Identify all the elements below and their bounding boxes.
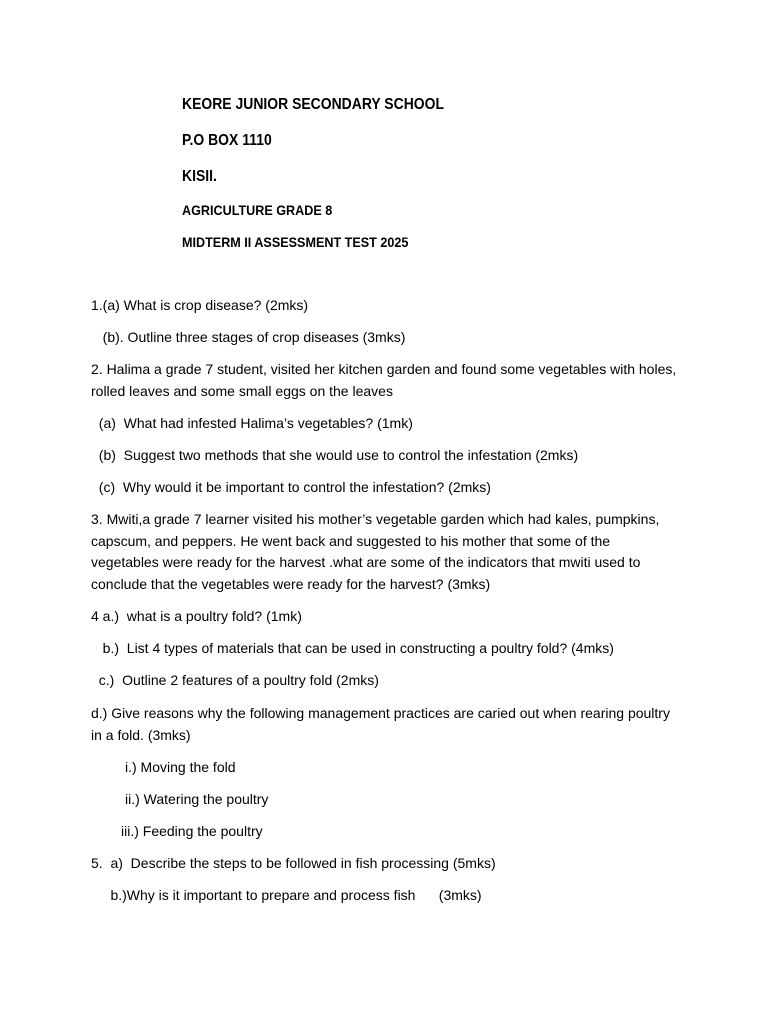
question-2a: (a) What had infested Halima’s vegetables? (1mk): [91, 415, 413, 431]
question-1b: (b). Outline three stages of crop diseases (3mks): [91, 329, 406, 345]
question-4d-i: i.) Moving the fold: [125, 759, 236, 775]
question-4c: c.) Outline 2 features of a poultry fold (2mks): [91, 672, 379, 688]
question-4d-iii: iii.) Feeding the poultry: [121, 823, 263, 839]
school-name: KEORE JUNIOR SECONDARY SCHOOL: [182, 96, 444, 113]
question-2c: (c) Why would it be important to control the infestation? (2mks): [91, 479, 491, 495]
question-2: 2. Halima a grade 7 student, visited her kitchen garden and found some vegetables with holes, rolled leaves and some small eggs on the leaves: [91, 361, 677, 399]
exam-header: [182, 94, 702, 252]
question-5b: b.)Why is it important to prepare and process fish (3mks): [91, 887, 482, 903]
question-5a: 5. a) Describe the steps to be followed in fish processing (5mks): [91, 855, 496, 871]
question-4d: d.) Give reasons why the following management practices are caried out when rearing poultry in a fold. (3mks): [91, 705, 670, 743]
question-4a: 4 a.) what is a poultry fold? (1mk): [91, 608, 302, 624]
question-4d-ii: ii.) Watering the poultry: [125, 791, 269, 807]
question-3: 3. Mwiti,a grade 7 learner visited his mother’s vegetable garden which had kales, pumpkins, capscum, and peppers. He went back and suggested to his mother that some of the vegetables were ready for the harvest .what are some of the indicators that mwiti used to conclude that the vegetables were ready for the harvest? (3mks): [91, 511, 660, 592]
question-1a: 1.(a) What is crop disease? (2mks): [91, 297, 309, 313]
test-title: MIDTERM II ASSESSMENT TEST 2025: [182, 234, 409, 250]
school-address: P.O BOX 1110: [182, 132, 272, 149]
question-2b: (b) Suggest two methods that she would use to control the infestation (2mks): [91, 447, 579, 463]
subject-grade: AGRICULTURE GRADE 8: [182, 202, 333, 218]
question-4b: b.) List 4 types of materials that can be used in constructing a poultry fold? (4mks): [91, 640, 614, 656]
school-town: KISII.: [182, 168, 217, 185]
